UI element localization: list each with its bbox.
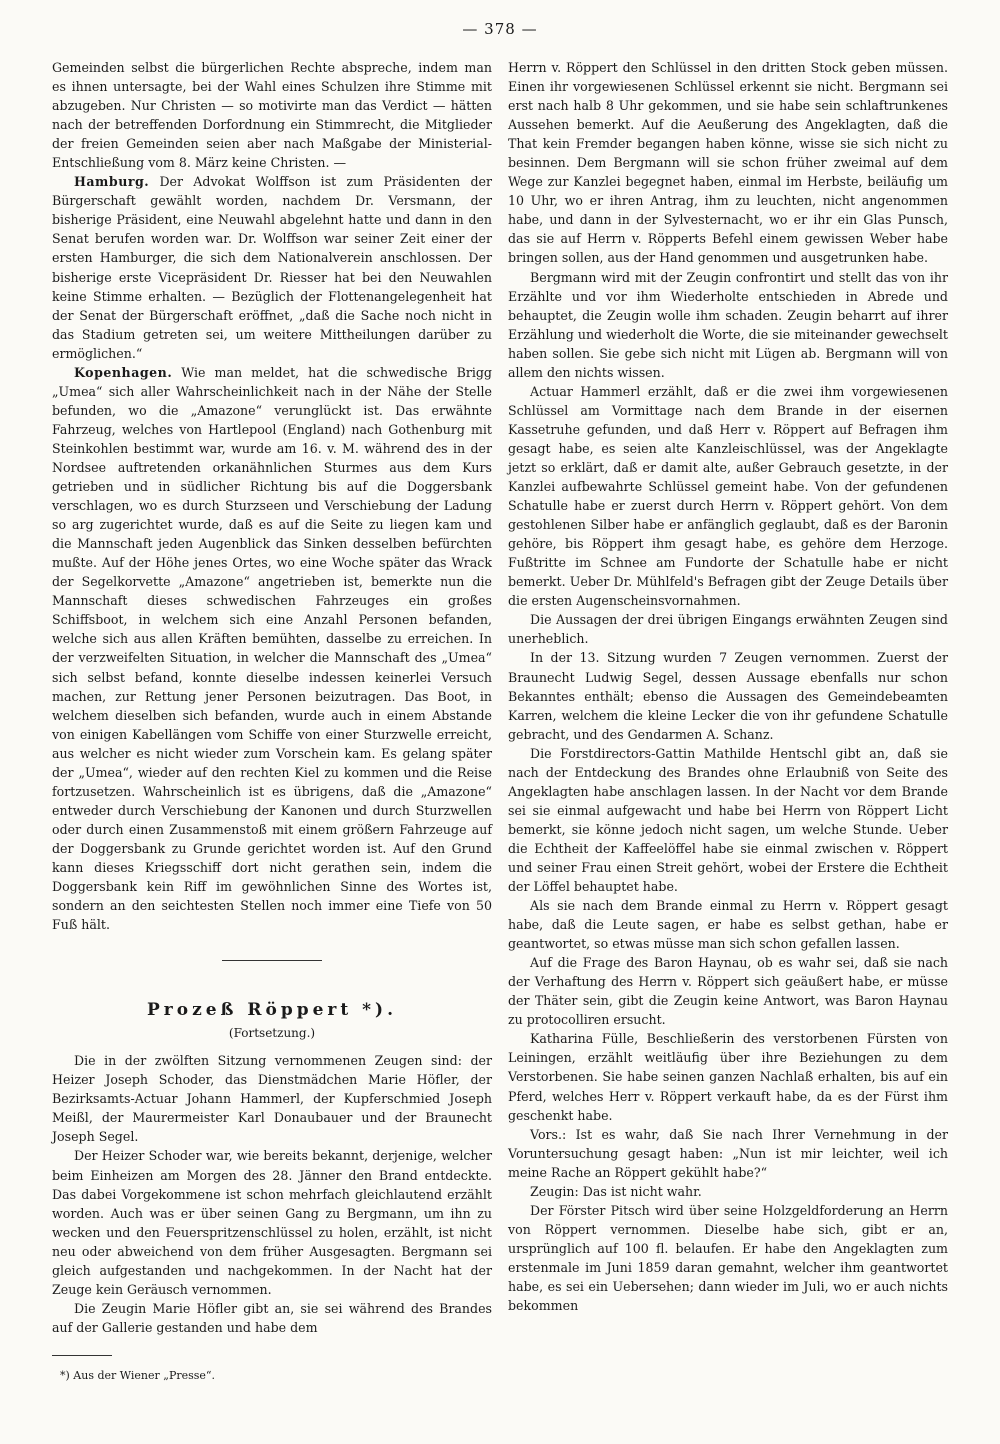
paragraph-pitsch: Der Förster Pitsch wird über seine Holzgeldforderung an Herrn von Röppert vernommen. Dieselbe habe sich, gibt er an, ursprünglich auf 100 fl. belaufen. Er habe den Angeklagten zum erstenmale im Juni 1859 daran gemahnt, welcher ihm geantwortet habe, es sei ein Uebersehen; dann wieder im Juli, wo er auch nichts bekommen — [508, 1202, 948, 1314]
right-column — [508, 58, 948, 1315]
paragraph-hoefler: Die Zeugin Marie Höfler gibt an, sie sei während des Brandes auf der Gallerie gestanden und habe dem — [52, 1300, 492, 1335]
dateline-hamburg: Hamburg. — [74, 174, 150, 190]
paragraph-13th-session: In der 13. Sitzung wurden 7 Zeugen vernommen. Zuerst der Braunecht Ludwig Segel, dessen Aussage ebenfalls nur schon Bekanntes enthält; ebenso die Aussagen des Gemeindebeamten Karren, welchem die kleine Lecker die von ihr gefundene Schatulle gebracht, und des Gendarmen A. Schanz. — [508, 650, 948, 742]
paragraph-zeugin-answer: Zeugin: Das ist nicht wahr. — [530, 1183, 702, 1199]
dateline-kopenhagen: Kopenhagen. — [74, 364, 173, 380]
page-number: — 378 — — [462, 20, 538, 38]
section-divider — [222, 960, 322, 961]
paragraph-witnesses: Die in der zwölften Sitzung vernommenen Zeugen sind: der Heizer Joseph Schoder, das Dienstmädchen Marie Höfler, der Bezirksamts-Actuar Johann Hammerl, der Kupferschmied Joseph Meißl, der Maurermeister Karl Donaubauer und der Braunecht Joseph Segel. — [52, 1053, 492, 1145]
paragraph-rumor: Als sie nach dem Brande einmal zu Herrn v. Röppert gesagt habe, daß die Leute sagen, er habe es selbst gethan, habe er geantwortet, so etwas müsse man sich schon gefallen lassen. — [508, 898, 948, 952]
paragraph-kopenhagen — [52, 363, 492, 934]
paragraph-other-witnesses: Die Aussagen der drei übrigen Eingangs erwähnten Zeugen sind unerheblich. — [508, 612, 948, 647]
paragraph-haynau-question: Auf die Frage des Baron Haynau, ob es wahr sei, daß sie nach der Verhaftung des Herrn v. Röppert sich geäußert habe, er müsse der Thäter sein, gibt die Zeugin keine Antwort, was Baron Haynau zu protocolliren ersucht. — [508, 955, 948, 1028]
footnote: *) Aus der Wiener „Presse“. — [60, 1368, 216, 1382]
kopenhagen-text: Wie man meldet, hat die schwedische Brigg „Umea“ sich aller Wahrscheinlichkeit nach in der Nähe der Stelle befunden, wo die „Amazone“ verunglückt ist. Das erwähnte Fahrzeug, welches von Hartlepool (England) nach Gothenburg mit Steinkohlen bestimmt war, wurde am 16. v. M. während des in der Nordsee auftretenden orkanähnlichen Sturmes aus dem Kurs getrieben und in südlicher Richtung bis auf die Doggersbank verschlagen, wo es durch Sturzseen und Verschiebung der Ladung so arg zugerichtet wurde, daß es auf die Seite zu liegen kam und die Mannschaft jeden Augenblick das Sinken desselben befürchten mußte. Auf der Höhe jenes Ortes, wo eine Woche später das Wrack der Segelkorvette „Amazone“ angetrieben ist, bemerkte nun die Mannschaft dieses schwedischen Fahrzeuges ein großes Schiffsboot, in welchem sich eine Anzahl Personen befanden, welche sich aus allen Kräften bemühten, dasselbe zu erreichen. In der verzweifelten Situation, in welcher die Mannschaft des „Umea“ sich selbst befand, konnte dieselbe indessen keinerlei Versuch machen, zur Rettung jener Personen beizutragen. Das Boot, in welchem dieselben sich befanden, wurde auch in einem Abstande von einigen Kabellängen vom Schiffe von einer Sturzwelle erreicht, aus welcher es nicht wieder zum Vorschein kam. Es gelang später der „Umea“, wieder auf den rechten Kiel zu kommen und die Reise fortzusetzen. Wahrscheinlich ist es übrigens, daß die „Amazone“ entweder durch Verschiebung der Kanonen und durch Sturzwellen oder durch einen Zusammenstoß mit einem größern Fahrzeuge auf der Doggersbank zu Grunde gerichtet worden ist. Auf den Grund kann dieses Kriegsschiff dort nicht gerathen sein, indem die Doggersbank kein Riff im gewöhnlichen Sinne des Wortes ist, sondern an den seichtesten Stellen noch immer eine Tiefe von 50 Fuß hält. — [52, 364, 492, 933]
paragraph-hentschl: Die Forstdirectors-Gattin Mathilde Hentschl gibt an, daß sie nach der Entdeckung des Brandes ohne Erlaubniß von Seite des Angeklagten habe anschlagen lassen. In der Nacht vor dem Brande sei sie einmal aufgewacht und habe bei Herrn von Röppert Licht bemerkt, sie könne jedoch nicht sagen, um welche Stunde. Ueber die Echtheit der Kaffeelöffel habe sie einmal zwischen v. Röppert und seiner Frau einen Streit gehört, wobei der Erstere die Echtheit der Löffel behauptet habe. — [508, 745, 948, 895]
article-title: Prozeß Röppert *). — [146, 1000, 398, 1021]
article-subtitle: (Fortsetzung.) — [228, 1026, 316, 1041]
paragraph-fuelle: Katharina Fülle, Beschließerin des verstorbenen Fürsten von Leiningen, erzählt weitläufig über ihre Beziehungen zu dem Verstorbenen. Sie habe seinen ganzen Nachlaß erhalten, bis auf ein Pferd, welches Herr v. Röppert verkauft habe, da es der Fürst ihm geschenkt habe. — [508, 1031, 948, 1123]
hamburg-text: Der Advokat Wolffson ist zum Präsidenten der Bürgerschaft gewählt worden, nachdem Dr. Versmann, der bisherige Präsident, eine Neuwahl abgelehnt hatte und dann in den Senat berufen worden war. Dr. Wolffson war seiner Zeit einer der ersten Hamburger, die sich dem Nationalverein anschlossen. Der bisherige erste Vicepräsident Dr. Riesser hat bei den Neuwahlen keine Stimme erhalten. — Bezüglich der Flottenangelegenheit hat der Senat der Bürgerschaft eröffnet, „daß die Sache noch nicht in das Stadium getreten sei, um weitere Mittheilungen darüber zu ermöglichen.“ — [52, 174, 492, 361]
paragraph-vorsitz-question: Vors.: Ist es wahr, daß Sie nach Ihrer Vernehmung in der Voruntersuchung gesagt haben: „Nun ist mir leichter, weil ich meine Rache an Röppert gekühlt habe?“ — [508, 1126, 948, 1180]
paragraph-intro: Gemeinden selbst die bürgerlichen Rechte abspreche, indem man es ihnen untersagte, bei der Wahl eines Schulzen ihre Stimme mit abzugeben. Nur Christen — so motivirte man das Verdict — hätten nach der betreffenden Dorfordnung ein Stimmrecht, die Mitglieder der freien Gemeinden seien aber nach Maßgabe der Ministerial-Entschließung vom 8. März keine Christen. — — [52, 60, 492, 171]
footnote-divider — [52, 1355, 112, 1356]
paragraph-bergmann-confronted: Bergmann wird mit der Zeugin confrontirt und stellt das von ihr Erzählte und vor ihm Wiederholte entschieden in Abrede und behauptet, die Zeugin wolle ihm schaden. Zeugin beharrt auf ihrer Erzählung und wiederholt die Worte, die sie miteinander gewechselt haben sollen. Sie gebe sich nicht mit Lügen ab. Bergmann will von allem den nichts wissen. — [508, 269, 948, 380]
left-column — [52, 58, 492, 1385]
paragraph-hammerl: Actuar Hammerl erzählt, daß er die zwei ihm vorgewiesenen Schlüssel am Vormittage nach dem Brande in der eisernen Kassetruhe gefunden, und daß Herr v. Röppert auf Befragen ihm gesagt habe, es seien alte Kanzleischlüssel, was der Angeklagte jetzt so erklärt, daß er damit alte, außer Gebrauch gesetzte, in der Kanzlei aufbewahrte Schlüssel gemeint habe. Von der gefundenen Schatulle habe er zuerst durch Herrn v. Röppert gehört. Von dem gestohlenen Silber habe er anfänglich geglaubt, daß es der Baronin gehöre, bis Röppert ihm gesagt habe, es gehöre dem Herzoge. Fußtritte im Schnee am Fundorte der Schatulle habe er nicht bemerkt. Ueber Dr. Mühlfeld's Befragen gibt der Zeuge Details über die ersten Augenscheinsvornahmen. — [508, 383, 948, 609]
paragraph-hamburg — [52, 172, 492, 362]
paragraph-continued: Herrn v. Röppert den Schlüssel in den dritten Stock geben müssen. Einen ihr vorgewiesenen Schlüssel erkennt sie nicht. Bergmann sei erst nach halb 8 Uhr gekommen, und sie habe sein schlaftrunkenes Aussehen bemerkt. Auf die Aeußerung des Angeklagten, daß die That kein Fremder begangen haben könne, wisse sie sich nicht zu besinnen. Dem Bergmann will sie schon früher zweimal auf dem Wege zur Kanzlei begegnet haben, einmal im Herbste, beiläufig um 10 Uhr, wo er ihren Antrag, ihm zu leuchten, nicht angenommen habe, und dann in der Sylvesternacht, wo er ihr ein Glas Punsch, das sie auf Herrn v. Röpperts Befehl einem gewissen Weber habe bringen sollen, aus der Hand genommen und ausgetrunken habe. — [508, 60, 948, 266]
paragraph-schoder: Der Heizer Schoder war, wie bereits bekannt, derjenige, welcher beim Einheizen am Morgen des 28. Jänner den Brand entdeckte. Das dabei Vorgekommene ist schon mehrfach gleichlautend erzählt worden. Auch was er über seinen Gang zu Bergmann, um ihn zu wecken und den Feuerspritzenschlüssel zu holen, erzählt, ist nicht neu oder abweichend von dem früher Ausgesagten. Bergmann sei gleich aufgestanden und nachgekommen. In der Nacht hat der Zeuge kein Geräusch vernommen. — [52, 1148, 492, 1297]
